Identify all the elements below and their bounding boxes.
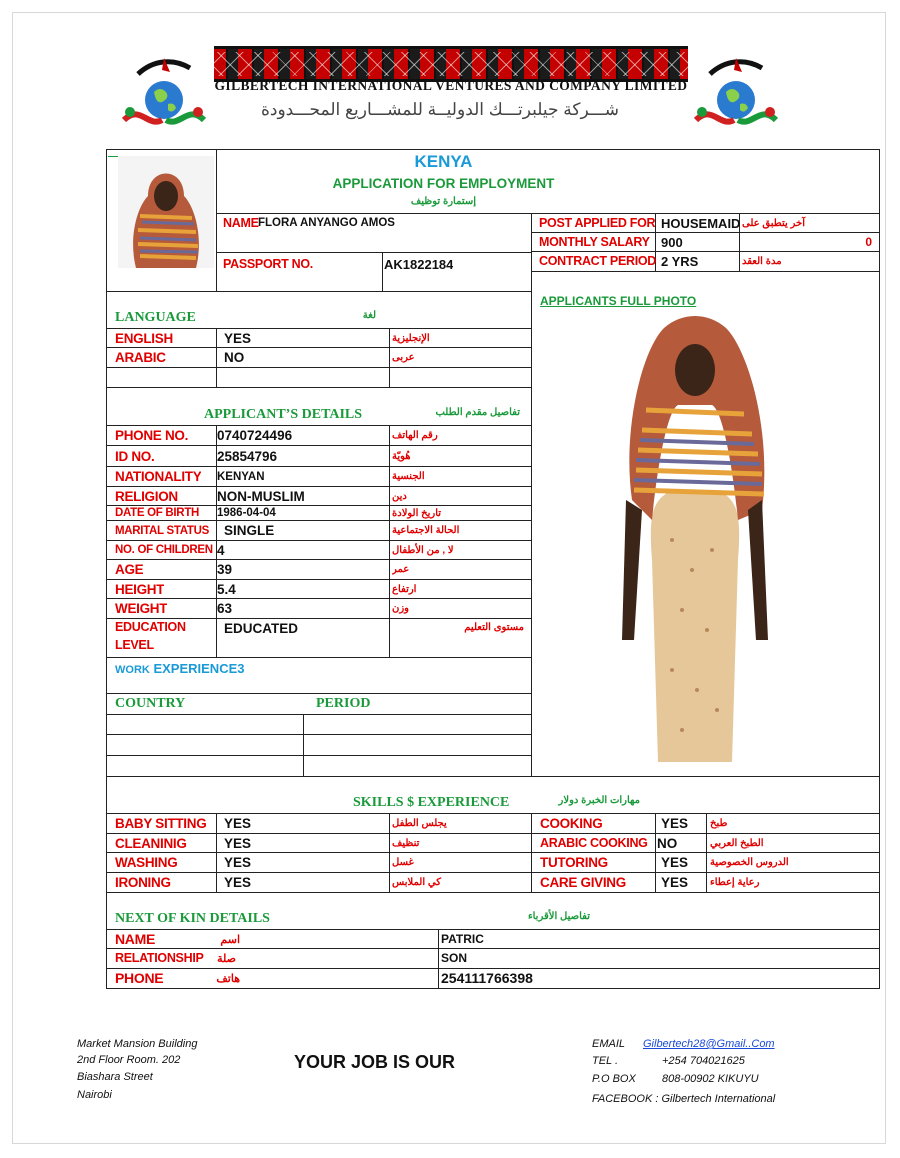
- passport-label: PASSPORT NO.: [223, 257, 313, 271]
- skill-left-value: YES: [224, 815, 252, 831]
- pobox-label: P.O BOX: [592, 1073, 636, 1085]
- post-row-arabic: آخر يتطبق على: [742, 217, 806, 229]
- skill-left-label: BABY SITTING: [115, 815, 207, 831]
- detail-row-value: 0740724496: [217, 428, 293, 443]
- name-label: NAME: [223, 216, 259, 230]
- pobox-value: 808-00902 KIKUYU: [662, 1073, 759, 1085]
- skill-right-arabic: الدروس الخصوصية: [710, 856, 789, 868]
- detail-row-arabic: الحالة الاجتماعية: [392, 525, 460, 536]
- detail-row-label: MARITAL STATUS: [115, 524, 209, 537]
- kin-row-value: PATRIC: [441, 932, 484, 946]
- skill-left-value: YES: [224, 854, 252, 870]
- language-title-arabic: لغة: [362, 310, 376, 321]
- skill-right-label: COOKING: [540, 815, 603, 831]
- skill-right-arabic: الطبخ العربي: [710, 837, 764, 849]
- detail-row-arabic: لا , من الأطفال: [392, 544, 454, 556]
- kin-row-value: 254111766398: [441, 970, 533, 986]
- tel-value: +254 704021625: [662, 1055, 745, 1067]
- full-photo-label: APPLICANTS FULL PHOTO: [540, 294, 697, 308]
- language-row-value: YES: [224, 330, 252, 346]
- work-title-main: EXPERIENCE3: [153, 661, 245, 676]
- kin-row-value: SON: [441, 951, 468, 965]
- applicant-details-title: APPLICANT’S DETAILS: [204, 407, 363, 422]
- detail-row-value: NON-MUSLIM: [217, 488, 305, 504]
- post-row-value: 900: [661, 234, 683, 250]
- kin-row-label: PHONE: [115, 970, 164, 986]
- skill-right-value: YES: [661, 874, 689, 890]
- skill-right-label: TUTORING: [540, 854, 608, 870]
- applicant-details-title-arabic: تفاصيل مقدم الطلب: [435, 407, 520, 418]
- post-row-label: MONTHLY SALARY: [539, 235, 650, 249]
- skill-left-value: YES: [224, 874, 252, 890]
- address-line-2: 2nd Floor Room. 202: [77, 1054, 181, 1066]
- kin-row-arabic: صلة: [217, 952, 236, 965]
- name-value: FLORA ANYANGO AMOS: [258, 217, 395, 229]
- detail-row-arabic: عمر: [392, 564, 410, 575]
- kin-row-arabic: هاتف: [216, 972, 240, 985]
- skill-right-arabic: طبخ: [710, 817, 728, 829]
- skill-left-label: CLEANINIG: [115, 835, 187, 851]
- detail-row-label: PHONE NO.: [115, 428, 189, 443]
- work-period-header: PERIOD: [316, 696, 371, 711]
- detail-row-value: 1986-04-04: [217, 507, 276, 519]
- detail-row-value: 5.4: [217, 581, 236, 597]
- company-logo-left-icon: [118, 54, 210, 138]
- detail-row-arabic: مستوى التعليم: [464, 622, 524, 633]
- skill-right-value: YES: [661, 815, 689, 831]
- next-of-kin-title: NEXT OF KIN DETAILS: [115, 911, 270, 926]
- detail-row-arabic: هُويّة: [392, 450, 411, 462]
- post-row-arabic: مدة العقد: [742, 255, 782, 267]
- language-row-label: ARABIC: [115, 349, 166, 365]
- detail-row-value: 39: [217, 562, 233, 577]
- email-label: EMAIL: [592, 1038, 626, 1050]
- language-row-value: NO: [224, 349, 245, 365]
- country-title: KENYA: [414, 152, 473, 171]
- address-line-1: Market Mansion Building: [77, 1038, 198, 1050]
- skill-left-label: IRONING: [115, 874, 171, 890]
- detail-row-label: ID NO.: [115, 448, 155, 464]
- work-experience-title: [115, 661, 245, 676]
- skill-right-label: CARE GIVING: [540, 874, 626, 890]
- detail-row-value: 4: [217, 542, 225, 558]
- skill-right-value: YES: [661, 854, 689, 870]
- skill-left-label: WASHING: [115, 854, 178, 870]
- kin-row-label: NAME: [115, 931, 156, 947]
- form-title-arabic: إستمارة توظيف: [410, 196, 477, 207]
- next-of-kin-title-arabic: تفاصيل الأقرباء: [527, 911, 590, 922]
- language-row-arabic: عربى: [392, 351, 415, 363]
- address-line-3: Biashara Street: [77, 1071, 153, 1083]
- detail-row-label: WEIGHT: [115, 601, 168, 616]
- detail-row-label: DATE OF BIRTH: [115, 507, 200, 519]
- banner-pattern: [214, 52, 688, 76]
- company-name-arabic: شـــركة جيلبرتـــك الدوليــة للمشـــاريع المحـــدودة: [260, 100, 620, 119]
- detail-row-value: KENYAN: [217, 470, 265, 483]
- post-row-value: 2 YRS: [661, 253, 699, 269]
- skill-left-arabic: يجلس الطفل: [392, 817, 447, 829]
- detail-row-value: 63: [217, 601, 233, 616]
- skill-right-value: NO: [657, 835, 678, 851]
- detail-row-label: RELIGION: [115, 488, 178, 504]
- post-row-extra: 0: [865, 235, 872, 249]
- detail-row-arabic: رقم الهاتف: [392, 430, 438, 441]
- language-row-label: ENGLISH: [115, 330, 173, 346]
- skills-title-arabic: مهارات الخبرة دولار: [558, 795, 640, 806]
- detail-row-value: 25854796: [217, 448, 278, 464]
- language-row-arabic: الإنجليزية: [392, 332, 430, 344]
- detail-row-label: EDUCATION: [115, 620, 186, 634]
- footer-slogan: YOUR JOB IS OUR: [294, 1052, 456, 1072]
- detail-row-label: HEIGHT: [115, 581, 165, 597]
- detail-row-arabic: ارتفاع: [392, 583, 417, 595]
- email-link[interactable]: Gilbertech28@Gmail..Com: [643, 1038, 775, 1050]
- post-row-label: CONTRACT PERIOD: [539, 254, 657, 268]
- tel-label: TEL .: [592, 1055, 619, 1067]
- company-logo-right-icon: [690, 54, 782, 138]
- kin-row-label: RELATIONSHIP: [115, 951, 204, 965]
- work-country-header: COUNTRY: [115, 696, 186, 711]
- language-title: LANGUAGE: [115, 310, 196, 325]
- detail-row-arabic: الجنسية: [392, 471, 425, 482]
- skill-left-arabic: غسل: [392, 856, 414, 868]
- detail-row-label: AGE: [115, 562, 144, 577]
- skill-right-arabic: رعاية إعطاء: [710, 876, 760, 888]
- applicant-headshot-photo: [118, 156, 214, 268]
- detail-row-arabic: وزن: [392, 603, 410, 614]
- skill-left-arabic: كي الملابس: [392, 876, 441, 888]
- detail-row-arabic: تاريخ الولادة: [392, 507, 442, 519]
- skill-left-value: YES: [224, 835, 252, 851]
- skills-title: SKILLS $ EXPERIENCE: [353, 795, 510, 810]
- address-line-4: Nairobi: [77, 1089, 112, 1101]
- kin-row-arabic: اسم: [220, 933, 240, 946]
- company-name: GILBERTECH INTERNATIONAL VENTURES AND COMPANY LIMITED: [214, 78, 688, 93]
- form-title: APPLICATION FOR EMPLOYMENT: [332, 176, 555, 191]
- applicant-full-photo: [612, 310, 777, 762]
- skill-left-arabic: تنظيف: [392, 837, 420, 849]
- post-row-label: POST APPLIED FOR: [539, 216, 656, 230]
- detail-row-label-2: LEVEL: [115, 638, 154, 652]
- facebook-text: FACEBOOK : Gilbertech International: [592, 1093, 776, 1105]
- detail-row-arabic: دين: [392, 490, 407, 502]
- work-title-prefix: WORK: [115, 664, 150, 676]
- detail-row-label: NATIONALITY: [115, 469, 202, 484]
- detail-row-label: NO. OF CHILDREN: [115, 544, 213, 556]
- post-row-value: HOUSEMAID: [661, 215, 741, 231]
- passport-value: AK1822184: [384, 256, 454, 272]
- skill-right-label: ARABIC COOKING: [540, 836, 648, 850]
- detail-row-value: EDUCATED: [224, 621, 298, 636]
- detail-row-value: SINGLE: [224, 523, 275, 538]
